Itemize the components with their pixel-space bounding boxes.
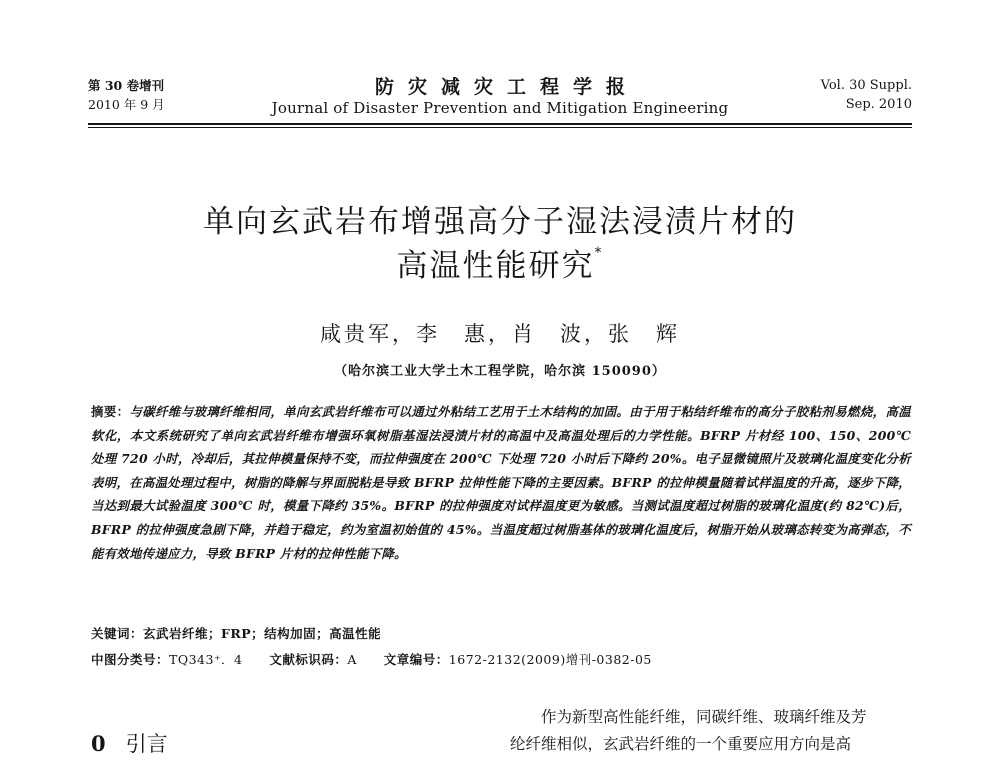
section-number: 0 bbox=[91, 731, 106, 756]
volume-info-en bbox=[821, 76, 912, 114]
section-heading bbox=[91, 728, 168, 758]
journal-name-cn: 防灾减灾工程学报 bbox=[374, 76, 639, 98]
body-text bbox=[510, 704, 912, 758]
journal-name-en: Journal of Disaster Prevention and Mitigation Engineering bbox=[271, 99, 729, 117]
paper-title-line2 bbox=[0, 240, 1000, 285]
doc-code-field bbox=[269, 652, 357, 667]
doc-code-label: 文献标识码： bbox=[269, 652, 348, 667]
article-number-label: 文章编号： bbox=[383, 652, 449, 667]
keywords-text: 玄武岩纤维；FRP；结构加固；高温性能 bbox=[143, 626, 382, 641]
journal-name bbox=[88, 76, 912, 118]
article-number-value: 1672-2132(2009)增刊-0382-05 bbox=[448, 652, 652, 667]
publication-date: 2010 年 9 月 bbox=[88, 97, 165, 112]
running-header bbox=[88, 76, 912, 120]
doc-code-value: A bbox=[347, 652, 357, 667]
paper-title-text: 高温性能研究 bbox=[396, 248, 595, 284]
keywords bbox=[91, 624, 381, 642]
keywords-label: 关键词： bbox=[91, 626, 144, 641]
volume-en: Vol. 30 Suppl. bbox=[820, 78, 912, 93]
clc-label: 中图分类号： bbox=[91, 652, 170, 667]
volume-issue: 第 30 卷增刊 bbox=[88, 78, 165, 93]
paper-title-line1: 单向玄武岩布增强高分子湿法浸渍片材的 bbox=[203, 204, 797, 240]
author-list: 咸贵军，李 惠，肖 波，张 辉 bbox=[320, 322, 680, 346]
section-title: 引言 bbox=[125, 732, 168, 756]
affiliation: （哈尔滨工业大学土木工程学院，哈尔滨 150090） bbox=[334, 364, 666, 379]
article-number-field bbox=[384, 652, 652, 667]
body-line-2: 纶纤维相似，玄武岩纤维的一个重要应用方向是高 bbox=[510, 735, 852, 753]
abstract-text: 与碳纤维与玻璃纤维相同，单向玄武岩纤维布可以通过外粘结工艺用于土木结构的加固。由于用于粘结纤维布的高分子胶粘剂易燃烧，高温软化，本文系统研究了单向玄武岩纤维布增强环氧树脂基湿法浸渍片材的高温中及高温处理后的力学性能。BFRP 片材经 100、150、200℃ 处理 720 小时，冷却后，其拉伸模量保持不变，而拉伸强度在 200℃ 下处理 720 小时后下降约 20%。电子显微镜照片及玻璃化温度变化分析表明，在高温处理过程中，树脂的降解与界面脱粘是导致 BFRP 拉伸性能下降的主要因素。BFRP 的拉伸模量随着试样温度的升高，逐步下降，当达到最大试验温度 300℃ 时，模量下降约 35%。BFRP 的拉伸强度对试样温度更为敏感。当测试温度超过树脂的玻璃化温度(约 82℃)后，BFRP 的拉伸强度急剧下降，并趋于稳定，约为室温初始值的 45%。当温度超过树脂基体的玻璃化温度后，树脂开始从玻璃态转变为高弹态，不能有效地传递应力，导致 BFRP 片材的拉伸性能下降。 bbox=[91, 404, 911, 561]
abstract bbox=[91, 400, 911, 565]
clc-value: TQ343⁺．4 bbox=[169, 652, 243, 667]
header-rule-thick bbox=[88, 123, 912, 125]
header-rule-thin bbox=[88, 127, 912, 128]
clc-field bbox=[91, 652, 243, 667]
date-en: Sep. 2010 bbox=[845, 97, 912, 112]
classification-line bbox=[91, 650, 674, 668]
abstract-label: 摘要： bbox=[91, 404, 130, 419]
body-line-1: 作为新型高性能纤维，同碳纤维、玻璃纤维及芳 bbox=[541, 708, 867, 726]
title-footnote-mark: * bbox=[594, 244, 604, 261]
